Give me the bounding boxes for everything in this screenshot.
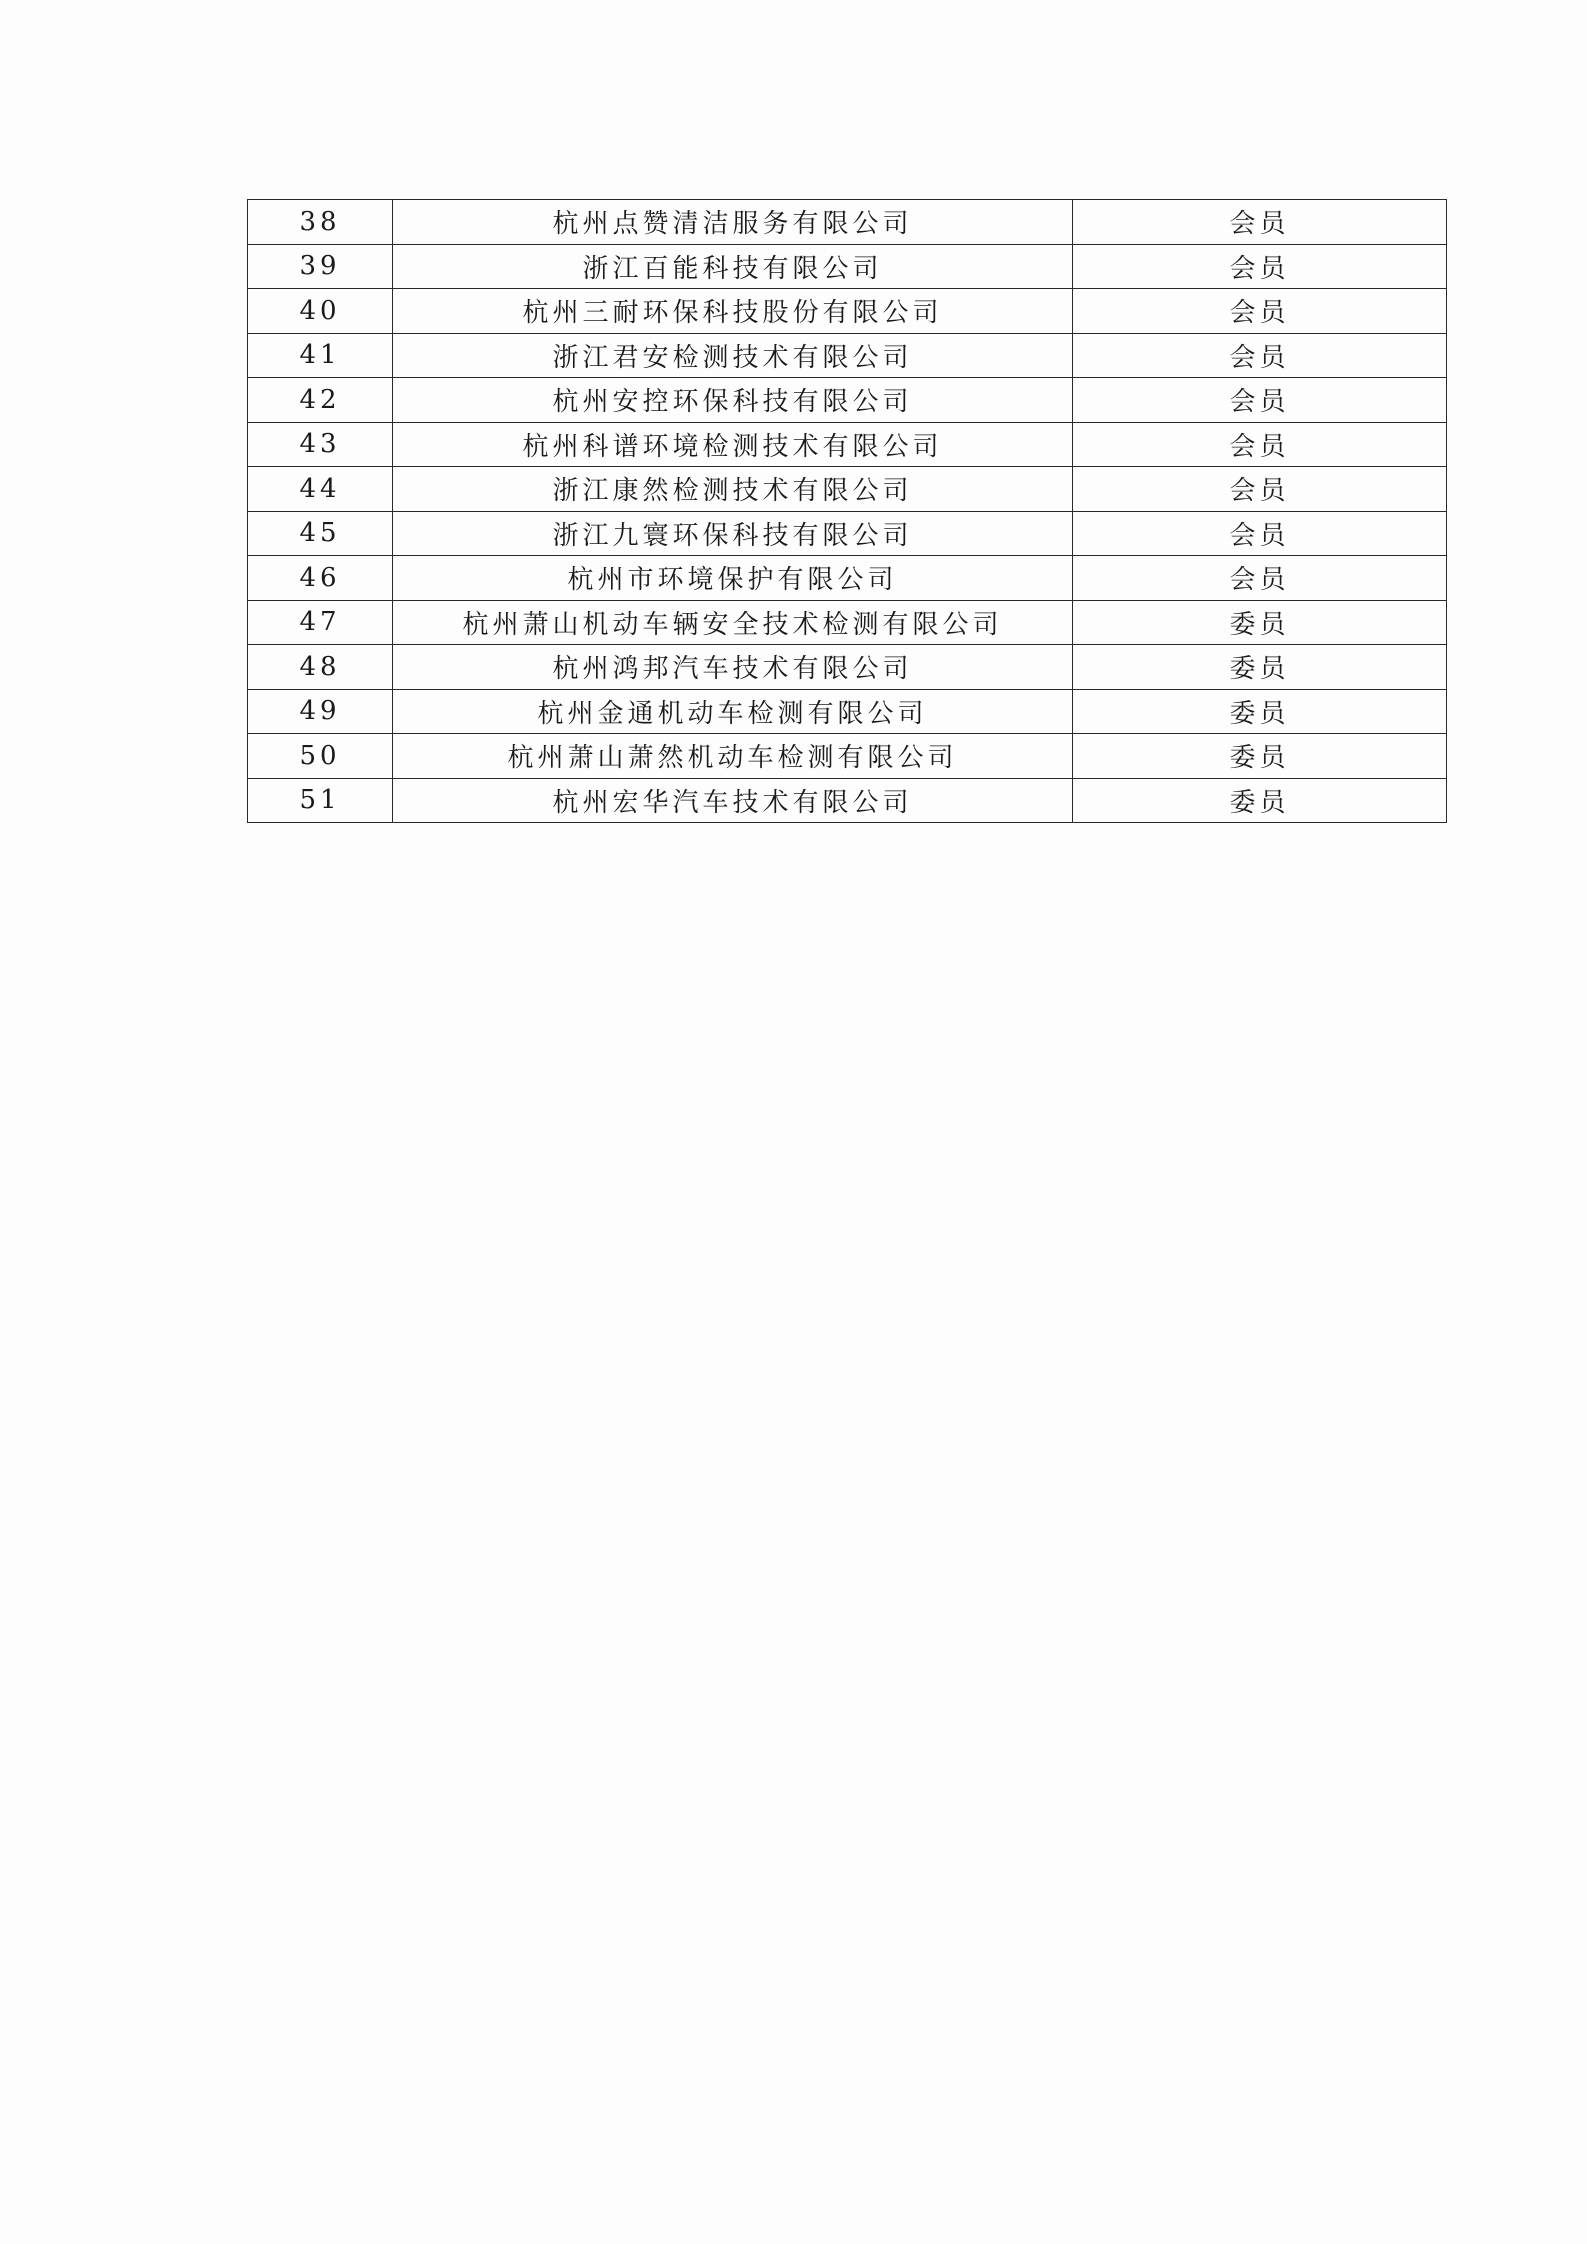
row-number: 44	[248, 467, 393, 512]
company-name: 杭州市环境保护有限公司	[393, 556, 1073, 601]
table-body	[248, 200, 1447, 823]
row-number: 38	[248, 200, 393, 245]
company-name: 杭州宏华汽车技术有限公司	[393, 778, 1073, 823]
row-number: 39	[248, 244, 393, 289]
table-row	[248, 289, 1447, 334]
member-role: 会员	[1073, 333, 1447, 378]
member-role: 委员	[1073, 689, 1447, 734]
company-name: 杭州科谱环境检测技术有限公司	[393, 422, 1073, 467]
row-number: 42	[248, 378, 393, 423]
company-name: 杭州鸿邦汽车技术有限公司	[393, 645, 1073, 690]
row-number: 47	[248, 600, 393, 645]
company-name: 浙江九寰环保科技有限公司	[393, 511, 1073, 556]
row-number: 51	[248, 778, 393, 823]
table-row	[248, 600, 1447, 645]
company-name: 浙江百能科技有限公司	[393, 244, 1073, 289]
member-role: 委员	[1073, 734, 1447, 779]
company-name: 杭州金通机动车检测有限公司	[393, 689, 1073, 734]
row-number: 48	[248, 645, 393, 690]
member-role: 会员	[1073, 511, 1447, 556]
row-number: 49	[248, 689, 393, 734]
member-role: 会员	[1073, 467, 1447, 512]
member-role: 委员	[1073, 645, 1447, 690]
table-row	[248, 244, 1447, 289]
member-role: 会员	[1073, 289, 1447, 334]
company-name: 杭州安控环保科技有限公司	[393, 378, 1073, 423]
table-row	[248, 467, 1447, 512]
row-number: 45	[248, 511, 393, 556]
company-name: 杭州三耐环保科技股份有限公司	[393, 289, 1073, 334]
member-role: 会员	[1073, 556, 1447, 601]
member-role: 委员	[1073, 778, 1447, 823]
member-table	[247, 199, 1447, 823]
table-row	[248, 689, 1447, 734]
table-row	[248, 556, 1447, 601]
table-row	[248, 422, 1447, 467]
row-number: 41	[248, 333, 393, 378]
table-row	[248, 645, 1447, 690]
row-number: 46	[248, 556, 393, 601]
table-row	[248, 200, 1447, 245]
table-row	[248, 333, 1447, 378]
table-row	[248, 734, 1447, 779]
row-number: 40	[248, 289, 393, 334]
member-role: 委员	[1073, 600, 1447, 645]
company-name: 浙江君安检测技术有限公司	[393, 333, 1073, 378]
company-name: 杭州萧山萧然机动车检测有限公司	[393, 734, 1073, 779]
table-row	[248, 378, 1447, 423]
member-role: 会员	[1073, 200, 1447, 245]
row-number: 43	[248, 422, 393, 467]
table-row	[248, 778, 1447, 823]
row-number: 50	[248, 734, 393, 779]
company-name: 杭州萧山机动车辆安全技术检测有限公司	[393, 600, 1073, 645]
member-role: 会员	[1073, 244, 1447, 289]
member-role: 会员	[1073, 378, 1447, 423]
member-role: 会员	[1073, 422, 1447, 467]
table-row	[248, 511, 1447, 556]
company-name: 浙江康然检测技术有限公司	[393, 467, 1073, 512]
company-name: 杭州点赞清洁服务有限公司	[393, 200, 1073, 245]
